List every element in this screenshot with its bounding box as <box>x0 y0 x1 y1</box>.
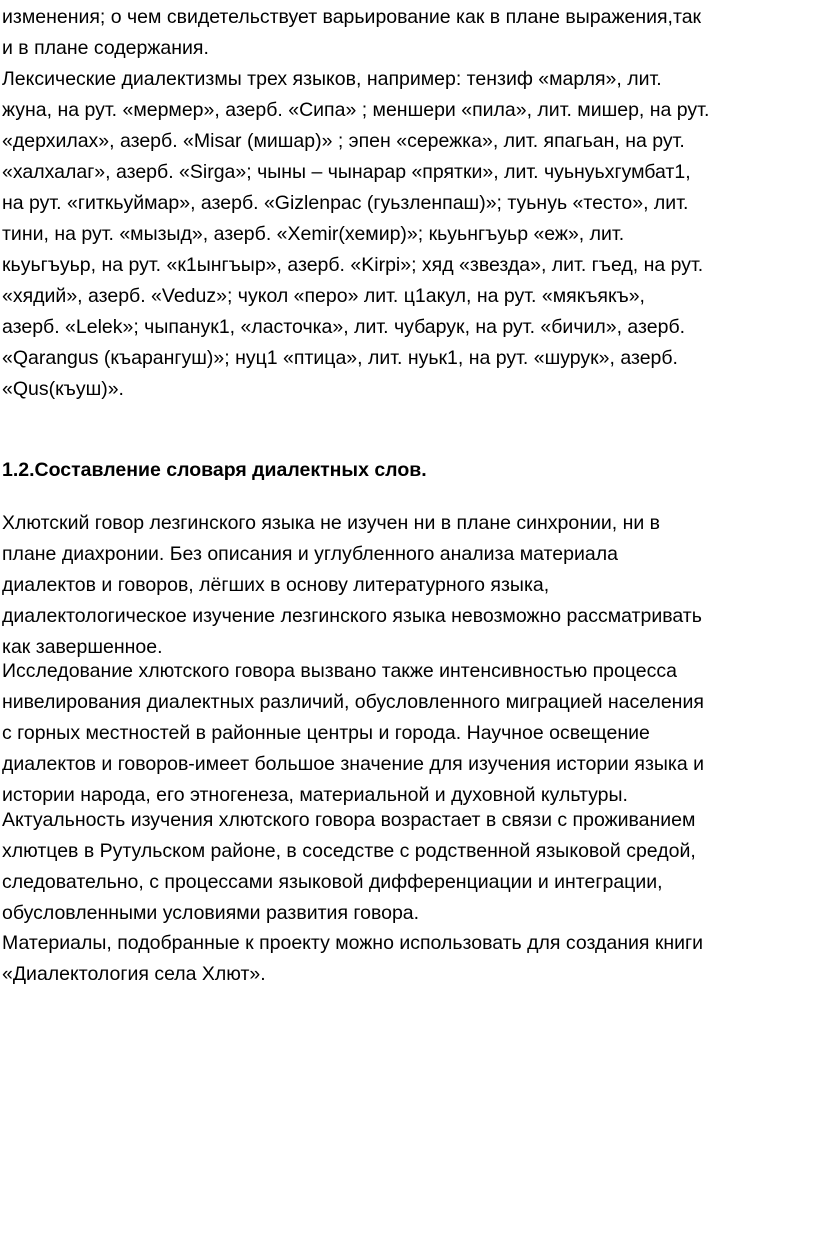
paragraph-intro-continuation: изменения; о чем свидетельствует варьирование как в плане выражения,так и в плане содержания. <box>2 6 702 59</box>
paragraph-materials-usage: Материалы, подобранные к проекту можно использовать для создания книги «Диалектология села Хлют». <box>2 932 704 985</box>
paragraph-relevance: Актуальность изучения хлютского говора возрастает в связи с проживанием хлютцев в Рутульском районе, в соседстве с родственной языковой средой, следовательно, с процессами языковой дифференциации и интеграции, обусловленными условиями развития говора. <box>2 809 696 924</box>
section-heading: 1.2.Составление словаря диалектных слов. <box>2 459 427 481</box>
paragraph-khlut-dialect-study: Хлютский говор лезгинского языка не изучен ни в плане синхронии, ни в плане диахронии. Без описания и углубленного анализа материала диалектов и говоров, лёгших в основу литературного языка, диалектологическое изучение лезгинского языка невозможно рассматривать как завершенное. <box>2 512 702 658</box>
paragraph-lexical-dialectisms: Лексические диалектизмы трех языков, например: тензиф «марля», лит. жуна, на рут. «мермер», азерб. «Cипа» ; меншери «пила», лит. мишер, на рут. «дерхилах», азерб. «Misar (мишар)» ; эпен «сережка», лит. япагьан, на рут. «халхалаг», азерб. «Sirga»; чыны – чынарар «прятки», лит. чуьнуьхгумбат1, на рут. «гиткьуймар», азерб. «Gizlenpac (гуьзленпаш)»; туьнуь «тесто», лит. тини, на рут. «мызыд», азерб. «Xemir(хемир)»; кьуьнгъуьр «еж», лит. кьуьгъуьр, на рут. «к1ынгъыр», азерб. «Kirpi»; хяд «звезда», лит. гъед, на рут. «хядий», азерб. «Veduz»; чукол «перо» лит. ц1акул, на рут. «мякъякъ», азерб. «Lelek»; чыпанук1, «ласточка», лит. чубарук, на рут. «бичил», азерб. «Qarangus (къарангуш)»; нуц1 «птица», лит. нуьк1, на рут. «шурук», азерб. «Qus(къуш)». <box>2 68 710 400</box>
paragraph-research-motivation: Исследование хлютского говора вызвано также интенсивностью процесса нивелирования диалектных различий, обусловленного миграцией населения с горных местностей в районные центры и города. Научное освещение диалектов и говоров-имеет большое значение для изучения истории языка и истории народа, его этногенеза, материальной и духовной культуры. <box>2 660 705 806</box>
